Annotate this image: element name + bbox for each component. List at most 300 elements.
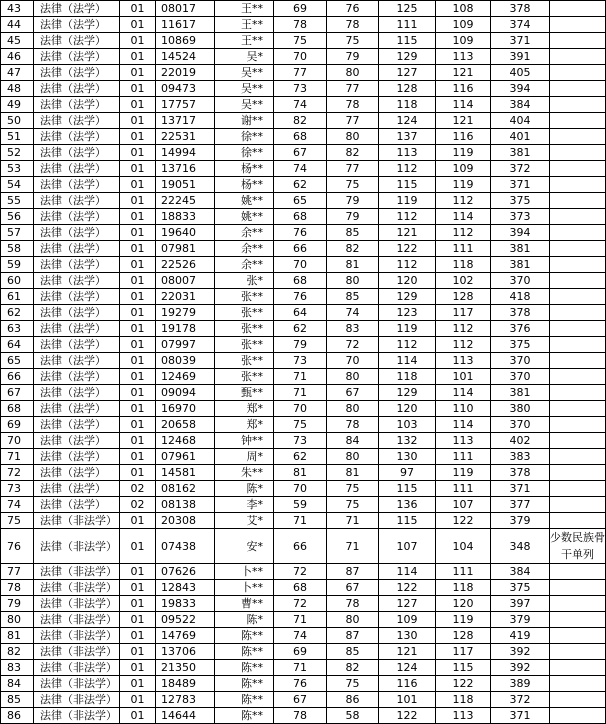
score-3-cell: 114 (379, 564, 436, 580)
total-score-cell: 375 (491, 580, 550, 596)
remark-cell (550, 17, 606, 33)
remark-cell (550, 353, 606, 369)
direction-code-cell: 01 (120, 225, 156, 241)
score-3-cell: 120 (379, 273, 436, 289)
table-row (1, 145, 606, 161)
total-score-cell: 379 (491, 612, 550, 628)
candidate-name-cell: 钟** (215, 433, 274, 449)
major-cell: 法律（法学） (34, 33, 120, 49)
total-score-cell: 348 (491, 529, 550, 564)
major-cell: 法律（法学） (34, 177, 120, 193)
total-score-cell: 384 (491, 564, 550, 580)
candidate-name-cell: 艾* (215, 513, 274, 529)
score-3-cell: 112 (379, 161, 436, 177)
total-score-cell: 402 (491, 433, 550, 449)
score-1-cell: 71 (274, 369, 327, 385)
score-2-cell: 67 (327, 385, 379, 401)
row-number: 73 (1, 481, 34, 497)
score-2-cell: 78 (327, 417, 379, 433)
major-cell: 法律（法学） (34, 321, 120, 337)
score-2-cell: 85 (327, 225, 379, 241)
table-row (1, 676, 606, 692)
table-row (1, 353, 606, 369)
direction-code-cell: 01 (120, 209, 156, 225)
row-number: 61 (1, 289, 34, 305)
candidate-name-cell: 陈** (215, 708, 274, 724)
candidate-name-cell: 朱** (215, 465, 274, 481)
table-row (1, 628, 606, 644)
total-score-cell: 373 (491, 209, 550, 225)
score-4-cell: 101 (436, 369, 491, 385)
score-1-cell: 72 (274, 564, 327, 580)
direction-code-cell: 01 (120, 1, 156, 17)
candidate-name-cell: 周* (215, 449, 274, 465)
score-4-cell: 117 (436, 644, 491, 660)
major-cell: 法律（法学） (34, 113, 120, 129)
remark-cell (550, 1, 606, 17)
candidate-id-cell: 08039 (156, 353, 215, 369)
row-number: 53 (1, 161, 34, 177)
total-score-cell: 381 (491, 385, 550, 401)
direction-code-cell: 01 (120, 161, 156, 177)
table-row (1, 161, 606, 177)
remark-cell (550, 81, 606, 97)
remark-cell (550, 692, 606, 708)
candidate-name-cell: 杨** (215, 161, 274, 177)
candidate-id-cell: 12468 (156, 433, 215, 449)
table-row (1, 433, 606, 449)
table-row (1, 241, 606, 257)
remark-cell (550, 564, 606, 580)
major-cell: 法律（非法学） (34, 529, 120, 564)
score-4-cell: 122 (436, 676, 491, 692)
remark-cell (550, 321, 606, 337)
total-score-cell: 376 (491, 321, 550, 337)
score-4-cell: 111 (436, 564, 491, 580)
major-cell: 法律（法学） (34, 401, 120, 417)
total-score-cell: 394 (491, 81, 550, 97)
total-score-cell: 379 (491, 513, 550, 529)
remark-cell (550, 708, 606, 724)
candidate-name-cell: 徐** (215, 145, 274, 161)
score-3-cell: 122 (379, 241, 436, 257)
candidate-id-cell: 19640 (156, 225, 215, 241)
major-cell: 法律（法学） (34, 97, 120, 113)
total-score-cell: 374 (491, 17, 550, 33)
table-row (1, 529, 606, 564)
candidate-id-cell: 12783 (156, 692, 215, 708)
major-cell: 法律（法学） (34, 49, 120, 65)
score-3-cell: 113 (379, 145, 436, 161)
candidate-name-cell: 杨** (215, 177, 274, 193)
table-row (1, 692, 606, 708)
score-1-cell: 67 (274, 145, 327, 161)
row-number: 63 (1, 321, 34, 337)
score-1-cell: 79 (274, 337, 327, 353)
major-cell: 法律（法学） (34, 305, 120, 321)
score-4-cell: 104 (436, 529, 491, 564)
row-number: 82 (1, 644, 34, 660)
score-3-cell: 124 (379, 660, 436, 676)
row-number: 44 (1, 17, 34, 33)
direction-code-cell: 01 (120, 385, 156, 401)
score-4-cell: 112 (436, 337, 491, 353)
score-4-cell: 107 (436, 497, 491, 513)
total-score-cell: 404 (491, 113, 550, 129)
direction-code-cell: 01 (120, 257, 156, 273)
candidate-name-cell: 张* (215, 273, 274, 289)
major-cell: 法律（非法学） (34, 596, 120, 612)
total-score-cell: 378 (491, 1, 550, 17)
score-3-cell: 114 (379, 353, 436, 369)
remark-cell (550, 225, 606, 241)
candidate-name-cell: 吴* (215, 49, 274, 65)
score-1-cell: 66 (274, 529, 327, 564)
score-4-cell: 114 (436, 209, 491, 225)
major-cell: 法律（非法学） (34, 676, 120, 692)
candidate-name-cell: 张** (215, 321, 274, 337)
candidate-name-cell: 陈** (215, 676, 274, 692)
direction-code-cell: 01 (120, 17, 156, 33)
total-score-cell: 370 (491, 353, 550, 369)
remark-cell (550, 513, 606, 529)
score-2-cell: 74 (327, 305, 379, 321)
major-cell: 法律（法学） (34, 497, 120, 513)
table-row (1, 81, 606, 97)
table-row (1, 465, 606, 481)
candidate-name-cell: 吴** (215, 65, 274, 81)
candidate-id-cell: 07961 (156, 449, 215, 465)
score-4-cell: 112 (436, 193, 491, 209)
table-row (1, 337, 606, 353)
table-row (1, 49, 606, 65)
score-3-cell: 111 (379, 17, 436, 33)
row-number: 74 (1, 497, 34, 513)
score-4-cell: 118 (436, 257, 491, 273)
table-row (1, 385, 606, 401)
row-number: 62 (1, 305, 34, 321)
score-4-cell: 118 (436, 580, 491, 596)
candidate-id-cell: 14769 (156, 628, 215, 644)
remark-cell (550, 209, 606, 225)
score-2-cell: 87 (327, 564, 379, 580)
direction-code-cell: 01 (120, 49, 156, 65)
row-number: 76 (1, 529, 34, 564)
candidate-id-cell: 19279 (156, 305, 215, 321)
direction-code-cell: 01 (120, 676, 156, 692)
score-4-cell: 112 (436, 225, 491, 241)
row-number: 72 (1, 465, 34, 481)
score-2-cell: 75 (327, 177, 379, 193)
score-1-cell: 73 (274, 81, 327, 97)
table-row (1, 33, 606, 49)
table-row (1, 644, 606, 660)
score-1-cell: 70 (274, 401, 327, 417)
candidate-name-cell: 陈* (215, 612, 274, 628)
table-row (1, 65, 606, 81)
candidate-name-cell: 陈** (215, 628, 274, 644)
major-cell: 法律（法学） (34, 161, 120, 177)
major-cell: 法律（法学） (34, 129, 120, 145)
table-row (1, 449, 606, 465)
table-row (1, 497, 606, 513)
score-2-cell: 72 (327, 337, 379, 353)
score-4-cell: 111 (436, 481, 491, 497)
score-2-cell: 85 (327, 289, 379, 305)
total-score-cell: 381 (491, 257, 550, 273)
score-2-cell: 85 (327, 644, 379, 660)
total-score-cell: 378 (491, 465, 550, 481)
direction-code-cell: 01 (120, 596, 156, 612)
remark-cell (550, 369, 606, 385)
row-number: 67 (1, 385, 34, 401)
candidate-name-cell: 甄** (215, 385, 274, 401)
score-1-cell: 75 (274, 417, 327, 433)
row-number: 43 (1, 1, 34, 17)
score-2-cell: 78 (327, 17, 379, 33)
major-cell: 法律（法学） (34, 449, 120, 465)
remark-cell (550, 385, 606, 401)
remark-cell (550, 193, 606, 209)
score-1-cell: 73 (274, 353, 327, 369)
table-row (1, 596, 606, 612)
candidate-id-cell: 14581 (156, 465, 215, 481)
total-score-cell: 394 (491, 225, 550, 241)
score-1-cell: 73 (274, 433, 327, 449)
direction-code-cell: 01 (120, 81, 156, 97)
score-1-cell: 67 (274, 692, 327, 708)
candidate-id-cell: 07438 (156, 529, 215, 564)
table-row (1, 257, 606, 273)
score-2-cell: 78 (327, 97, 379, 113)
table-body (1, 1, 606, 724)
score-3-cell: 129 (379, 289, 436, 305)
total-score-cell: 372 (491, 692, 550, 708)
score-2-cell: 80 (327, 401, 379, 417)
direction-code-cell: 01 (120, 417, 156, 433)
score-1-cell: 74 (274, 97, 327, 113)
table-row (1, 225, 606, 241)
score-1-cell: 82 (274, 113, 327, 129)
score-3-cell: 129 (379, 385, 436, 401)
total-score-cell: 405 (491, 65, 550, 81)
score-1-cell: 68 (274, 129, 327, 145)
candidate-name-cell: 李* (215, 497, 274, 513)
direction-code-cell: 01 (120, 433, 156, 449)
score-1-cell: 59 (274, 497, 327, 513)
score-3-cell: 122 (379, 708, 436, 724)
major-cell: 法律（非法学） (34, 580, 120, 596)
score-4-cell: 121 (436, 65, 491, 81)
table-row (1, 564, 606, 580)
major-cell: 法律（法学） (34, 145, 120, 161)
major-cell: 法律（法学） (34, 17, 120, 33)
major-cell: 法律（法学） (34, 209, 120, 225)
remark-cell (550, 97, 606, 113)
score-1-cell: 75 (274, 33, 327, 49)
score-1-cell: 71 (274, 660, 327, 676)
candidate-id-cell: 08017 (156, 1, 215, 17)
table-row (1, 129, 606, 145)
score-1-cell: 64 (274, 305, 327, 321)
candidate-id-cell: 13716 (156, 161, 215, 177)
score-4-cell: 109 (436, 33, 491, 49)
score-2-cell: 81 (327, 257, 379, 273)
candidate-id-cell: 14644 (156, 708, 215, 724)
score-3-cell: 115 (379, 513, 436, 529)
row-number: 57 (1, 225, 34, 241)
score-2-cell: 75 (327, 676, 379, 692)
candidate-id-cell: 17757 (156, 97, 215, 113)
score-1-cell: 77 (274, 65, 327, 81)
score-3-cell: 97 (379, 465, 436, 481)
score-2-cell: 76 (327, 1, 379, 17)
score-2-cell: 80 (327, 273, 379, 289)
score-4-cell: 113 (436, 708, 491, 724)
major-cell: 法律（法学） (34, 465, 120, 481)
major-cell: 法律（法学） (34, 353, 120, 369)
score-3-cell: 112 (379, 209, 436, 225)
score-2-cell: 81 (327, 465, 379, 481)
score-4-cell: 119 (436, 465, 491, 481)
table-row (1, 369, 606, 385)
candidate-id-cell: 13717 (156, 113, 215, 129)
direction-code-cell: 01 (120, 353, 156, 369)
remark-cell (550, 612, 606, 628)
score-2-cell: 71 (327, 513, 379, 529)
remark-cell (550, 113, 606, 129)
total-score-cell: 370 (491, 273, 550, 289)
candidate-name-cell: 陈* (215, 481, 274, 497)
score-1-cell: 70 (274, 257, 327, 273)
candidate-id-cell: 09473 (156, 81, 215, 97)
major-cell: 法律（法学） (34, 257, 120, 273)
candidate-name-cell: 张** (215, 289, 274, 305)
remark-cell (550, 401, 606, 417)
total-score-cell: 372 (491, 161, 550, 177)
score-3-cell: 122 (379, 580, 436, 596)
candidate-id-cell: 19833 (156, 596, 215, 612)
score-2-cell: 71 (327, 529, 379, 564)
score-3-cell: 107 (379, 529, 436, 564)
score-3-cell: 132 (379, 433, 436, 449)
score-2-cell: 58 (327, 708, 379, 724)
candidate-id-cell: 20658 (156, 417, 215, 433)
candidate-id-cell: 14524 (156, 49, 215, 65)
candidate-id-cell: 09522 (156, 612, 215, 628)
row-number: 81 (1, 628, 34, 644)
remark-cell (550, 465, 606, 481)
score-2-cell: 80 (327, 65, 379, 81)
score-1-cell: 69 (274, 1, 327, 17)
remark-cell (550, 644, 606, 660)
score-4-cell: 109 (436, 17, 491, 33)
total-score-cell: 397 (491, 596, 550, 612)
total-score-cell: 375 (491, 193, 550, 209)
major-cell: 法律（非法学） (34, 692, 120, 708)
major-cell: 法律（法学） (34, 65, 120, 81)
score-4-cell: 108 (436, 1, 491, 17)
candidate-name-cell: 卜** (215, 580, 274, 596)
score-1-cell: 74 (274, 628, 327, 644)
direction-code-cell: 01 (120, 241, 156, 257)
major-cell: 法律（非法学） (34, 660, 120, 676)
remark-cell (550, 177, 606, 193)
score-2-cell: 77 (327, 161, 379, 177)
table-row (1, 1, 606, 17)
score-4-cell: 128 (436, 289, 491, 305)
score-4-cell: 118 (436, 692, 491, 708)
major-cell: 法律（非法学） (34, 708, 120, 724)
candidate-id-cell: 14994 (156, 145, 215, 161)
row-number: 85 (1, 692, 34, 708)
table-row (1, 113, 606, 129)
row-number: 78 (1, 580, 34, 596)
score-4-cell: 119 (436, 177, 491, 193)
row-number: 59 (1, 257, 34, 273)
total-score-cell: 381 (491, 241, 550, 257)
direction-code-cell: 01 (120, 401, 156, 417)
candidate-id-cell: 19178 (156, 321, 215, 337)
table-row (1, 193, 606, 209)
direction-code-cell: 01 (120, 369, 156, 385)
candidate-name-cell: 张** (215, 305, 274, 321)
direction-code-cell: 01 (120, 289, 156, 305)
major-cell: 法律（非法学） (34, 644, 120, 660)
direction-code-cell: 01 (120, 193, 156, 209)
score-1-cell: 62 (274, 449, 327, 465)
score-3-cell: 112 (379, 337, 436, 353)
direction-code-cell: 01 (120, 145, 156, 161)
remark-cell (550, 289, 606, 305)
direction-code-cell: 01 (120, 33, 156, 49)
score-3-cell: 128 (379, 81, 436, 97)
remark-cell (550, 33, 606, 49)
total-score-cell: 384 (491, 97, 550, 113)
row-number: 58 (1, 241, 34, 257)
remark-cell (550, 628, 606, 644)
direction-code-cell: 01 (120, 129, 156, 145)
remark-cell (550, 596, 606, 612)
total-score-cell: 371 (491, 33, 550, 49)
score-4-cell: 111 (436, 241, 491, 257)
row-number: 71 (1, 449, 34, 465)
direction-code-cell: 01 (120, 564, 156, 580)
candidate-name-cell: 曹** (215, 596, 274, 612)
score-3-cell: 115 (379, 33, 436, 49)
row-number: 69 (1, 417, 34, 433)
score-4-cell: 116 (436, 81, 491, 97)
score-3-cell: 137 (379, 129, 436, 145)
score-1-cell: 81 (274, 465, 327, 481)
candidate-name-cell: 王** (215, 33, 274, 49)
row-number: 68 (1, 401, 34, 417)
remark-cell (550, 580, 606, 596)
table-row (1, 401, 606, 417)
major-cell: 法律（法学） (34, 225, 120, 241)
score-1-cell: 69 (274, 644, 327, 660)
remark-cell (550, 273, 606, 289)
score-1-cell: 78 (274, 17, 327, 33)
score-2-cell: 79 (327, 193, 379, 209)
row-number: 54 (1, 177, 34, 193)
score-3-cell: 120 (379, 401, 436, 417)
score-4-cell: 112 (436, 321, 491, 337)
candidate-name-cell: 卜** (215, 564, 274, 580)
score-3-cell: 119 (379, 321, 436, 337)
score-2-cell: 80 (327, 612, 379, 628)
table-row (1, 17, 606, 33)
